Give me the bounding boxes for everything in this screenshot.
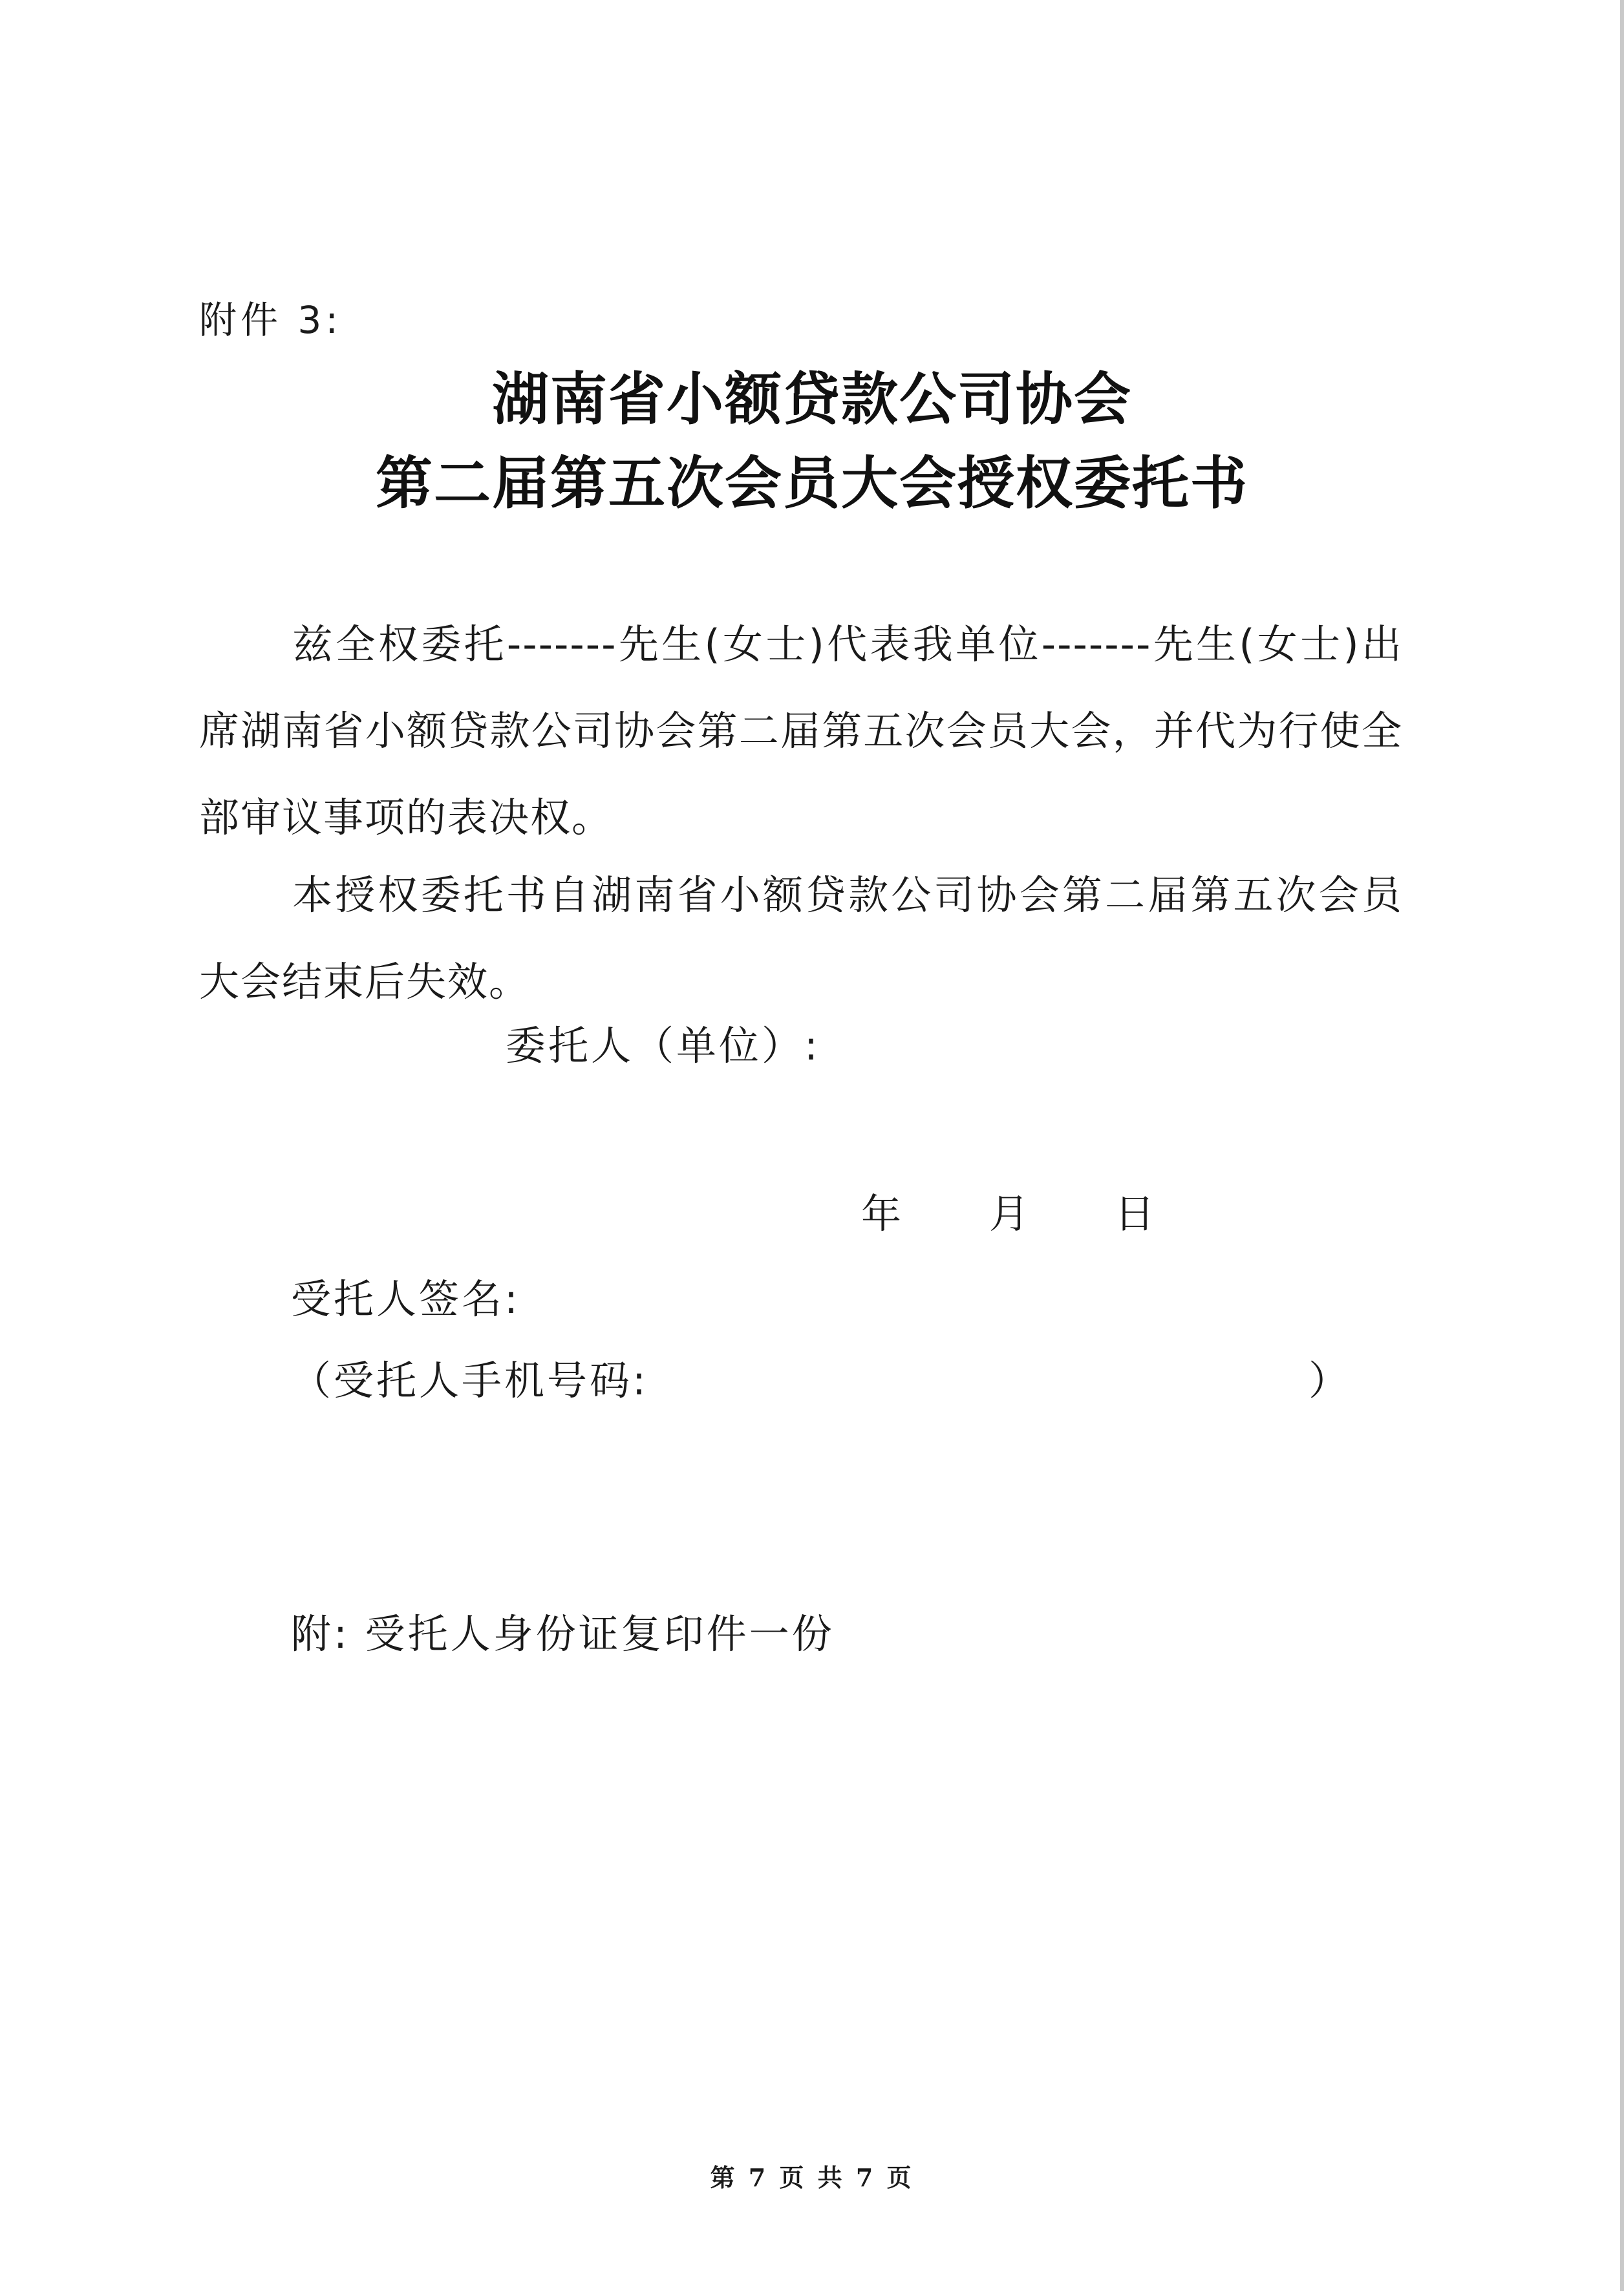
attachment-label: 附件 3: — [199, 298, 342, 342]
agent-phone-close-paren: ） — [1309, 1357, 1352, 1404]
date-month-label: 月 — [989, 1190, 1032, 1237]
authorization-text: 兹全权委托-------先生(女士)代表我单位-------先生(女士)出席湖南省小额贷款公司协会第二届第五次会员大会，并代为行使全部审议事项的表决权。 — [199, 621, 1403, 841]
validity-paragraph — [199, 852, 1403, 1025]
document-title-line-1: 湖南省小额贷款公司协会 — [491, 365, 1132, 432]
authorization-paragraph — [199, 601, 1403, 861]
page-edge — [1620, 0, 1624, 2291]
agent-signature-label: 受托人签名: — [291, 1275, 520, 1323]
date-year-label: 年 — [861, 1190, 904, 1237]
date-day-label: 日 — [1115, 1190, 1158, 1237]
page-number-footer: 第 7 页 共 7 页 — [710, 2163, 914, 2192]
principal-label: 委托人（单位）: — [506, 1022, 820, 1069]
document-title-line-2: 第二届第五次会员大会授权委托书 — [375, 449, 1248, 517]
agent-phone-label: （受托人手机号码: — [291, 1357, 648, 1404]
attachment-note: 附: 受托人身份证复印件一份 — [291, 1610, 835, 1657]
validity-text: 本授权委托书自湖南省小额贷款公司协会第二届第五次会员大会结束后失效。 — [199, 871, 1403, 1005]
